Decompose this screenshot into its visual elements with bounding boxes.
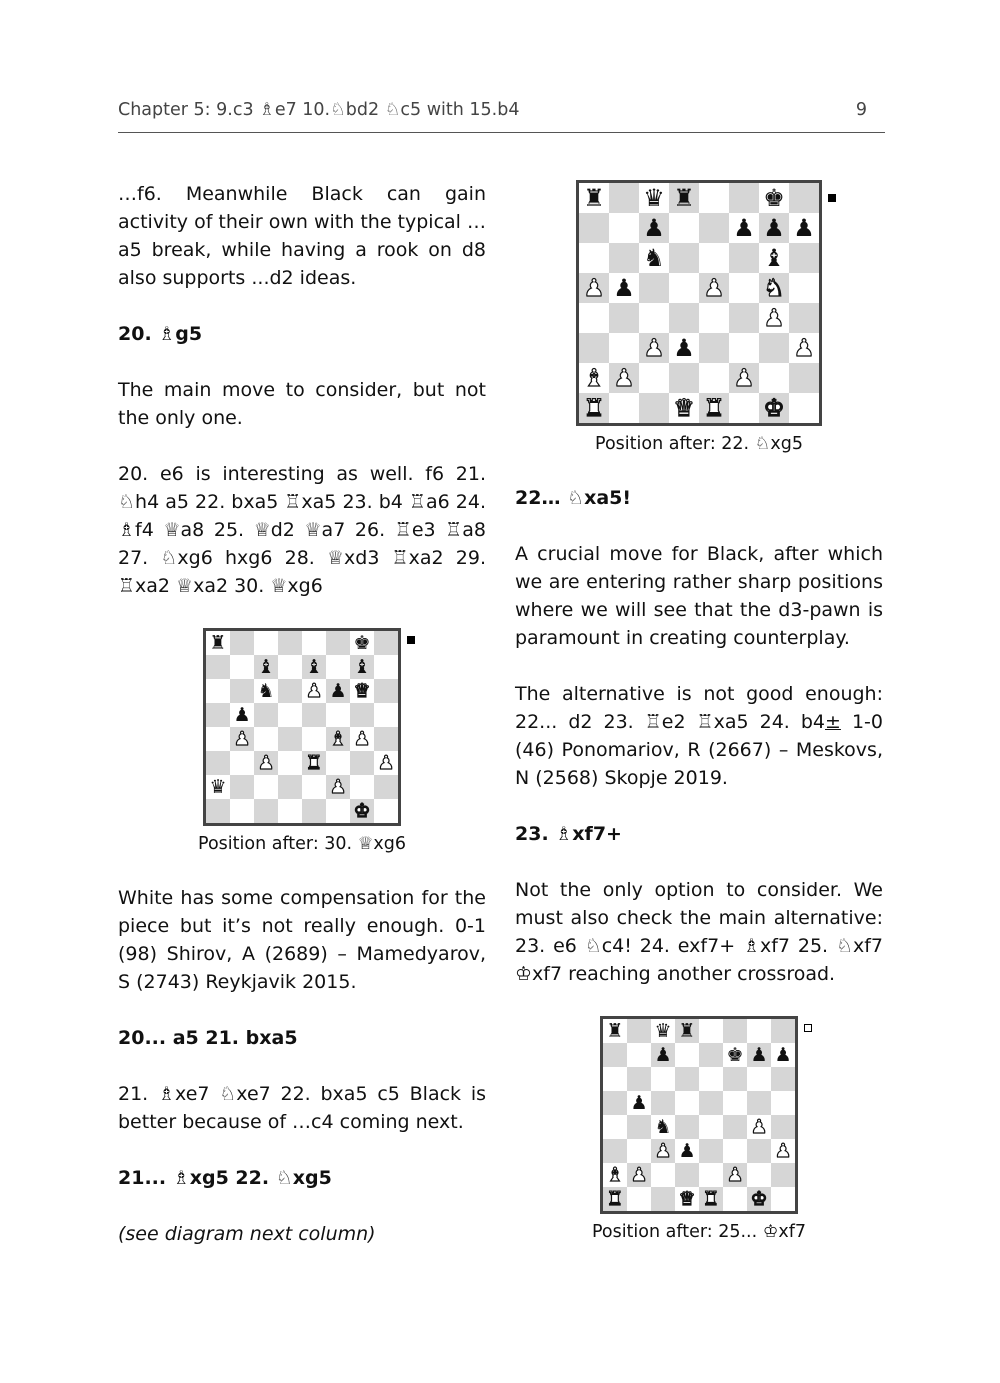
black-queen-icon: ♛ [643, 184, 665, 212]
board-square [627, 1067, 651, 1091]
paragraph: White has some compensation for the piece but it’s not really enough. 0-1 (98) Shirov, A (2689) – Mamedyarov, S (2743) Reykjavik 2015. [118, 887, 486, 993]
board-square [789, 363, 819, 393]
board-square [747, 1043, 771, 1067]
board-square [350, 631, 374, 655]
white-rook-icon: ♜ [703, 394, 725, 422]
black-pawn-icon: ♟ [763, 214, 785, 242]
white-pawn-icon: ♟ [329, 775, 347, 798]
white-king-icon: ♚ [763, 394, 785, 422]
paragraph-text: 1-0 (46) Ponomariov, R (2667) – Meskovs, N (2568) Skopje 2019. [515, 711, 883, 789]
running-header [118, 100, 885, 133]
black-king-icon: ♚ [726, 1043, 744, 1066]
board-square [579, 183, 609, 213]
board-square [699, 1139, 723, 1163]
board-square [759, 393, 789, 423]
chess-board [576, 180, 822, 426]
board-square [603, 1139, 627, 1163]
paragraph [515, 680, 883, 792]
board-square [350, 799, 374, 823]
white-rook-icon: ♜ [305, 751, 323, 774]
board-square [579, 303, 609, 333]
board-square [699, 1091, 723, 1115]
white-pawn-icon: ♟ [613, 364, 635, 392]
black-bishop-icon: ♝ [257, 655, 275, 678]
board-square [771, 1043, 795, 1067]
black-bishop-icon: ♝ [763, 244, 785, 272]
board-square [627, 1091, 651, 1115]
board-square [609, 243, 639, 273]
white-rook-icon: ♜ [606, 1187, 624, 1210]
board-square [374, 655, 398, 679]
board-square [723, 1115, 747, 1139]
move-heading: 21... ♗xg5 22. ♘xg5 [118, 1167, 332, 1189]
black-rook-icon: ♜ [583, 184, 605, 212]
board-square [278, 727, 302, 751]
chess-board [203, 628, 401, 826]
board-square [254, 799, 278, 823]
chess-board [600, 1016, 798, 1214]
board-square [651, 1163, 675, 1187]
board-square [759, 183, 789, 213]
board-square [747, 1163, 771, 1187]
black-knight-icon: ♞ [643, 244, 665, 272]
board-square [789, 393, 819, 423]
board-square [759, 363, 789, 393]
board-square [302, 655, 326, 679]
board-square [230, 775, 254, 799]
board-square [278, 751, 302, 775]
board-square [603, 1067, 627, 1091]
white-pawn-icon: ♟ [353, 727, 371, 750]
paragraph: 21. ♗xe7 ♘xe7 22. bxa5 c5 Black is better because of …c4 coming next. [118, 1083, 486, 1133]
board-square [230, 727, 254, 751]
board-square [759, 303, 789, 333]
white-pawn-icon: ♟ [257, 751, 275, 774]
board-square [747, 1019, 771, 1043]
board-square [254, 751, 278, 775]
white-pawn-icon: ♟ [774, 1139, 792, 1162]
board-square [374, 703, 398, 727]
white-bishop-icon: ♝ [583, 364, 605, 392]
board-square [789, 273, 819, 303]
white-pawn-icon: ♟ [726, 1163, 744, 1186]
board-square [699, 1163, 723, 1187]
board-square [723, 1091, 747, 1115]
board-square [675, 1163, 699, 1187]
white-pawn-icon: ♟ [793, 334, 815, 362]
board-square [651, 1019, 675, 1043]
board-square [747, 1067, 771, 1091]
board-square [747, 1091, 771, 1115]
board-square [206, 655, 230, 679]
black-pawn-icon: ♟ [750, 1043, 768, 1066]
chess-diagram-2 [515, 180, 883, 456]
board-square [723, 1187, 747, 1211]
board-square [699, 213, 729, 243]
board-square [350, 679, 374, 703]
board-square [609, 363, 639, 393]
board-square [374, 751, 398, 775]
white-pawn-icon: ♟ [233, 727, 251, 750]
board-square [609, 273, 639, 303]
paragraph: …f6. Meanwhile Black can gain activity of their own with the typical …a5 break, while having a rook on d8 also supports ...d2 ideas. [118, 183, 486, 289]
board-square [675, 1019, 699, 1043]
move-heading: 22… ♘xa5! [515, 487, 632, 509]
chess-diagram-3 [515, 1016, 883, 1244]
white-pawn-icon: ♟ [305, 679, 323, 702]
board-square [230, 751, 254, 775]
board-square [278, 703, 302, 727]
black-pawn-icon: ♟ [673, 334, 695, 362]
board-square [723, 1043, 747, 1067]
black-rook-icon: ♜ [678, 1019, 696, 1042]
board-square [603, 1019, 627, 1043]
board-square [350, 751, 374, 775]
board-square [579, 243, 609, 273]
board-square [729, 393, 759, 423]
board-square [675, 1187, 699, 1211]
board-square [759, 333, 789, 363]
board-square [326, 799, 350, 823]
board-square [771, 1115, 795, 1139]
black-pawn-icon: ♟ [233, 703, 251, 726]
move-heading: 23. ♗xf7+ [515, 823, 622, 845]
board-square [579, 393, 609, 423]
white-queen-icon: ♛ [678, 1187, 696, 1210]
board-square [206, 679, 230, 703]
board-square [603, 1187, 627, 1211]
board-square [729, 363, 759, 393]
board-square [350, 727, 374, 751]
chapter-title: Chapter 5: 9.c3 ♗e7 10.♘bd2 ♘c5 with 15.b4 [118, 100, 520, 120]
black-pawn-icon: ♟ [654, 1043, 672, 1066]
black-knight-icon: ♞ [654, 1115, 672, 1138]
board-square [669, 243, 699, 273]
board-square [278, 655, 302, 679]
board-square [771, 1139, 795, 1163]
black-king-icon: ♚ [763, 184, 785, 212]
board-square [723, 1163, 747, 1187]
white-pawn-icon: ♟ [750, 1115, 768, 1138]
board-square [639, 333, 669, 363]
board-square [729, 333, 759, 363]
board-square [729, 273, 759, 303]
board-square [699, 1043, 723, 1067]
board-square [771, 1091, 795, 1115]
board-square [771, 1019, 795, 1043]
board-square [639, 393, 669, 423]
board-square [669, 273, 699, 303]
paragraph-text: The alternative is not good enough: 22... d2 23. ♖e2 ♖xa5 24. b4 [515, 683, 883, 733]
board-square [723, 1139, 747, 1163]
board-square [254, 703, 278, 727]
board-square [302, 631, 326, 655]
chess-diagram-1 [118, 628, 486, 856]
board-square [759, 273, 789, 303]
black-queen-icon: ♛ [654, 1019, 672, 1042]
board-square [669, 213, 699, 243]
board-square [230, 703, 254, 727]
board-square [747, 1115, 771, 1139]
board-square [723, 1019, 747, 1043]
right-column [515, 180, 883, 1272]
board-square [230, 679, 254, 703]
black-rook-icon: ♜ [673, 184, 695, 212]
board-square [579, 363, 609, 393]
board-square [639, 183, 669, 213]
board-square [206, 799, 230, 823]
board-square [771, 1067, 795, 1091]
board-square [639, 213, 669, 243]
black-pawn-icon: ♟ [733, 214, 755, 242]
board-square [699, 303, 729, 333]
board-square [603, 1115, 627, 1139]
white-pawn-icon: ♟ [583, 274, 605, 302]
board-square [609, 393, 639, 423]
board-square [699, 1067, 723, 1091]
paragraph: The main move to consider, but not the only one. [118, 379, 486, 429]
white-queen-icon: ♛ [353, 679, 371, 702]
black-to-move-marker [828, 194, 836, 202]
board-square [651, 1091, 675, 1115]
board-square [579, 333, 609, 363]
board-square [639, 273, 669, 303]
board-square [374, 679, 398, 703]
board-square [747, 1139, 771, 1163]
evaluation-symbol: ± [825, 711, 841, 733]
board-square [627, 1187, 651, 1211]
black-to-move-marker [407, 636, 415, 644]
board-square [603, 1091, 627, 1115]
board-square [771, 1163, 795, 1187]
board-square [789, 303, 819, 333]
paragraph: A crucial move for Black, after which we are entering rather sharp positions where we will see that the d3-pawn is paramount in creating counterplay. [515, 543, 883, 649]
board-square [669, 363, 699, 393]
board-square [699, 273, 729, 303]
board-square [699, 1187, 723, 1211]
white-to-move-marker [804, 1024, 812, 1032]
board-square [759, 213, 789, 243]
board-square [699, 183, 729, 213]
board-square [609, 183, 639, 213]
board-square [254, 679, 278, 703]
board-square [302, 799, 326, 823]
board-square [326, 751, 350, 775]
board-square [326, 631, 350, 655]
board-square [374, 631, 398, 655]
diagram-note: (see diagram next column) [118, 1223, 376, 1245]
white-bishop-icon: ♝ [329, 727, 347, 750]
board-square [669, 183, 699, 213]
left-column [118, 180, 486, 1276]
board-square [230, 655, 254, 679]
board-square [729, 213, 759, 243]
board-square [254, 631, 278, 655]
diagram-caption: Position after: 30. ♕xg6 [198, 834, 406, 854]
board-square [651, 1067, 675, 1091]
move-heading: 20. ♗g5 [118, 323, 203, 345]
board-square [759, 243, 789, 273]
board-square [350, 703, 374, 727]
board-square [302, 775, 326, 799]
black-pawn-icon: ♟ [630, 1091, 648, 1114]
board-square [326, 703, 350, 727]
board-square [627, 1043, 651, 1067]
board-square [651, 1115, 675, 1139]
board-square [699, 363, 729, 393]
white-pawn-icon: ♟ [733, 364, 755, 392]
board-square [669, 303, 699, 333]
black-bishop-icon: ♝ [305, 655, 323, 678]
board-square [723, 1067, 747, 1091]
board-square [326, 727, 350, 751]
board-square [326, 679, 350, 703]
white-knight-icon: ♞ [763, 274, 785, 302]
board-square [579, 213, 609, 243]
board-square [699, 333, 729, 363]
black-rook-icon: ♜ [606, 1019, 624, 1042]
board-square [254, 655, 278, 679]
board-square [603, 1043, 627, 1067]
board-square [627, 1163, 651, 1187]
white-pawn-icon: ♟ [643, 334, 665, 362]
board-square [699, 393, 729, 423]
white-bishop-icon: ♝ [606, 1163, 624, 1186]
board-square [278, 799, 302, 823]
white-king-icon: ♚ [750, 1187, 768, 1210]
board-square [206, 775, 230, 799]
move-heading: 20... a5 21. bxa5 [118, 1027, 298, 1049]
board-square [230, 631, 254, 655]
board-square [747, 1187, 771, 1211]
board-square [651, 1187, 675, 1211]
diagram-caption: Position after: 25... ♔xf7 [591, 1222, 807, 1242]
board-square [729, 183, 759, 213]
board-square [675, 1139, 699, 1163]
board-square [699, 1115, 723, 1139]
black-pawn-icon: ♟ [678, 1139, 696, 1162]
board-square [254, 727, 278, 751]
board-square [374, 775, 398, 799]
page-number: 9 [855, 100, 867, 120]
board-square [254, 775, 278, 799]
black-pawn-icon: ♟ [613, 274, 635, 302]
white-rook-icon: ♜ [702, 1187, 720, 1210]
white-king-icon: ♚ [353, 799, 371, 822]
board-square [675, 1043, 699, 1067]
board-square [206, 631, 230, 655]
board-square [278, 631, 302, 655]
board-square [789, 213, 819, 243]
board-square [374, 727, 398, 751]
black-king-icon: ♚ [353, 631, 371, 654]
black-pawn-icon: ♟ [774, 1043, 792, 1066]
black-rook-icon: ♜ [209, 631, 227, 654]
board-square [789, 243, 819, 273]
black-knight-icon: ♞ [257, 679, 275, 702]
board-square [374, 799, 398, 823]
white-pawn-icon: ♟ [703, 274, 725, 302]
board-square [603, 1163, 627, 1187]
black-bishop-icon: ♝ [353, 655, 371, 678]
board-square [627, 1115, 651, 1139]
board-square [278, 679, 302, 703]
board-square [639, 363, 669, 393]
white-pawn-icon: ♟ [630, 1163, 648, 1186]
board-square [627, 1139, 651, 1163]
board-square [675, 1091, 699, 1115]
board-square [609, 213, 639, 243]
white-pawn-icon: ♟ [763, 304, 785, 332]
board-square [609, 333, 639, 363]
board-square [651, 1043, 675, 1067]
black-pawn-icon: ♟ [329, 679, 347, 702]
white-pawn-icon: ♟ [654, 1139, 672, 1162]
board-square [729, 243, 759, 273]
board-square [579, 273, 609, 303]
board-square [651, 1139, 675, 1163]
board-square [350, 775, 374, 799]
white-rook-icon: ♜ [583, 394, 605, 422]
diagram-caption: Position after: 22. ♘xg5 [595, 434, 803, 454]
board-square [771, 1187, 795, 1211]
board-square [302, 703, 326, 727]
paragraph: Not the only option to consider. We must also check the main alternative: 23. e6 ♘c4! 24. exf7+ ♗xf7 25. ♘xf7 ♔xf7 reaching another crossroad. [515, 879, 883, 985]
white-pawn-icon: ♟ [377, 751, 395, 774]
board-square [302, 751, 326, 775]
board-square [206, 703, 230, 727]
board-square [729, 303, 759, 333]
black-queen-icon: ♛ [209, 775, 227, 798]
board-square [302, 727, 326, 751]
board-square [350, 655, 374, 679]
board-square [206, 727, 230, 751]
board-square [699, 243, 729, 273]
white-queen-icon: ♛ [673, 394, 695, 422]
board-square [627, 1019, 651, 1043]
board-square [639, 243, 669, 273]
board-square [609, 303, 639, 333]
board-square [675, 1115, 699, 1139]
board-square [669, 393, 699, 423]
board-square [639, 303, 669, 333]
board-square [278, 775, 302, 799]
board-square [230, 799, 254, 823]
board-square [206, 751, 230, 775]
board-square [302, 679, 326, 703]
board-square [326, 655, 350, 679]
board-square [789, 183, 819, 213]
board-square [326, 775, 350, 799]
black-pawn-icon: ♟ [793, 214, 815, 242]
board-square [789, 333, 819, 363]
board-square [669, 333, 699, 363]
black-pawn-icon: ♟ [643, 214, 665, 242]
board-square [699, 1019, 723, 1043]
paragraph: 20. e6 is interesting as well. f6 21. ♘h4 a5 22. bxa5 ♖xa5 23. b4 ♖a6 24. ♗f4 ♕a8 25. ♕d2 ♕a7 26. ♖e3 ♖a8 27. ♘xg6 hxg6 28. ♕xd3 ♖xa2 29. ♖xa2 ♕xa2 30. ♕xg6 [118, 463, 486, 597]
board-square [675, 1067, 699, 1091]
